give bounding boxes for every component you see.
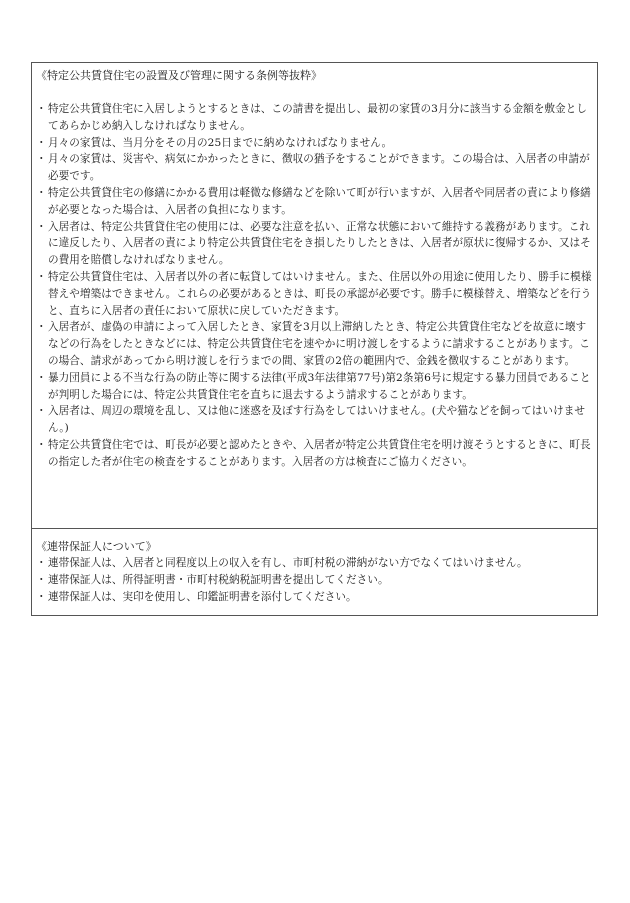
ordinance-excerpt-heading: 《特定公共賃貸住宅の設置及び管理に関する条例等抜粋》: [36, 69, 322, 82]
ordinance-item: ・ 特定公共賃貸住宅の修繕にかかる費用は軽微な修繕などを除いて町が行いますが、入居者や同居者の責により修繕が必要となった場合は、入居者の負担になります。: [36, 185, 593, 219]
guarantor-item: ・ 連帯保証人は、実印を使用し、印鑑証明書を添付してください。: [36, 589, 593, 606]
guarantor-section: [32, 529, 597, 615]
ordinance-item: ・ 特定公共賃貸住宅に入居しようとするときは、この請書を提出し、最初の家賃の3月分に該当する金額を敷金としてあらかじめ納入しなければなりません。: [36, 101, 593, 135]
ordinance-excerpt-section: [32, 63, 597, 529]
ordinance-item: ・ 特定公共賃貸住宅では、町長が必要と認めたときや、入居者が特定公共賃貸住宅を明け渡そうとするときに、町長の指定した者が住宅の検査をすることがあります。入居者の方は検査にご協力ください。: [36, 437, 593, 471]
guarantor-item: ・ 連帯保証人は、所得証明書・市町村税納税証明書を提出してください。: [36, 572, 593, 589]
guarantor-heading: 《連帯保証人について》: [36, 540, 157, 553]
ordinance-item: ・ 入居者は、周辺の環境を乱し、又は他に迷惑を及ぼす行為をしてはいけません。(犬や猫などを飼ってはいけません。): [36, 403, 593, 437]
guarantor-item: ・ 連帯保証人は、入居者と同程度以上の収入を有し、市町村税の滞納がない方でなくてはいけません。: [36, 555, 593, 572]
ordinance-item: ・ 月々の家賃は、当月分をその月の25日までに納めなければなりません。: [36, 135, 593, 152]
ordinance-item-list: [36, 101, 593, 471]
ordinance-item: ・ 入居者が、虚偽の申請によって入居したとき、家賃を3月以上滞納したとき、特定公共賃貸住宅などを故意に壊すなどの行為をしたときなどには、特定公共賃貸住宅を速やかに明け渡しをするように請求することがあります。この場合、請求があってから明け渡しを行うまでの間、家賃の2倍の範囲内で、金銭を徴収することがあります。: [36, 319, 593, 369]
ordinance-item: ・ 特定公共賃貸住宅は、入居者以外の者に転貸してはいけません。また、住居以外の用途に使用したり、勝手に模様替えや増築はできません。これらの必要があるときは、町長の承認が必要です。勝手に模様替え、増築などを行うと、直ちに入居者の責任において原状に戻していただきます。: [36, 269, 593, 319]
guarantor-item-list: [36, 555, 593, 605]
ordinance-item: ・ 入居者は、特定公共賃貸住宅の使用には、必要な注意を払い、正常な状態において維持する義務があります。これに違反したり、入居者の責により特定公共賃貸住宅をき損したりしたときは、入居者が原状に復帰するか、又はその費用を賠償しなければなりません。: [36, 219, 593, 269]
ordinance-item: ・ 暴力団員による不当な行為の防止等に関する法律(平成3年法律第77号)第2条第6号に規定する暴力団員であることが判明した場合には、特定公共賃貸住宅を直ちに退去するよう請求することがあります。: [36, 370, 593, 404]
terms-box: [31, 62, 598, 616]
ordinance-item: ・ 月々の家賃は、災害や、病気にかかったときに、徴収の猶予をすることができます。この場合は、入居者の申請が必要です。: [36, 151, 593, 185]
